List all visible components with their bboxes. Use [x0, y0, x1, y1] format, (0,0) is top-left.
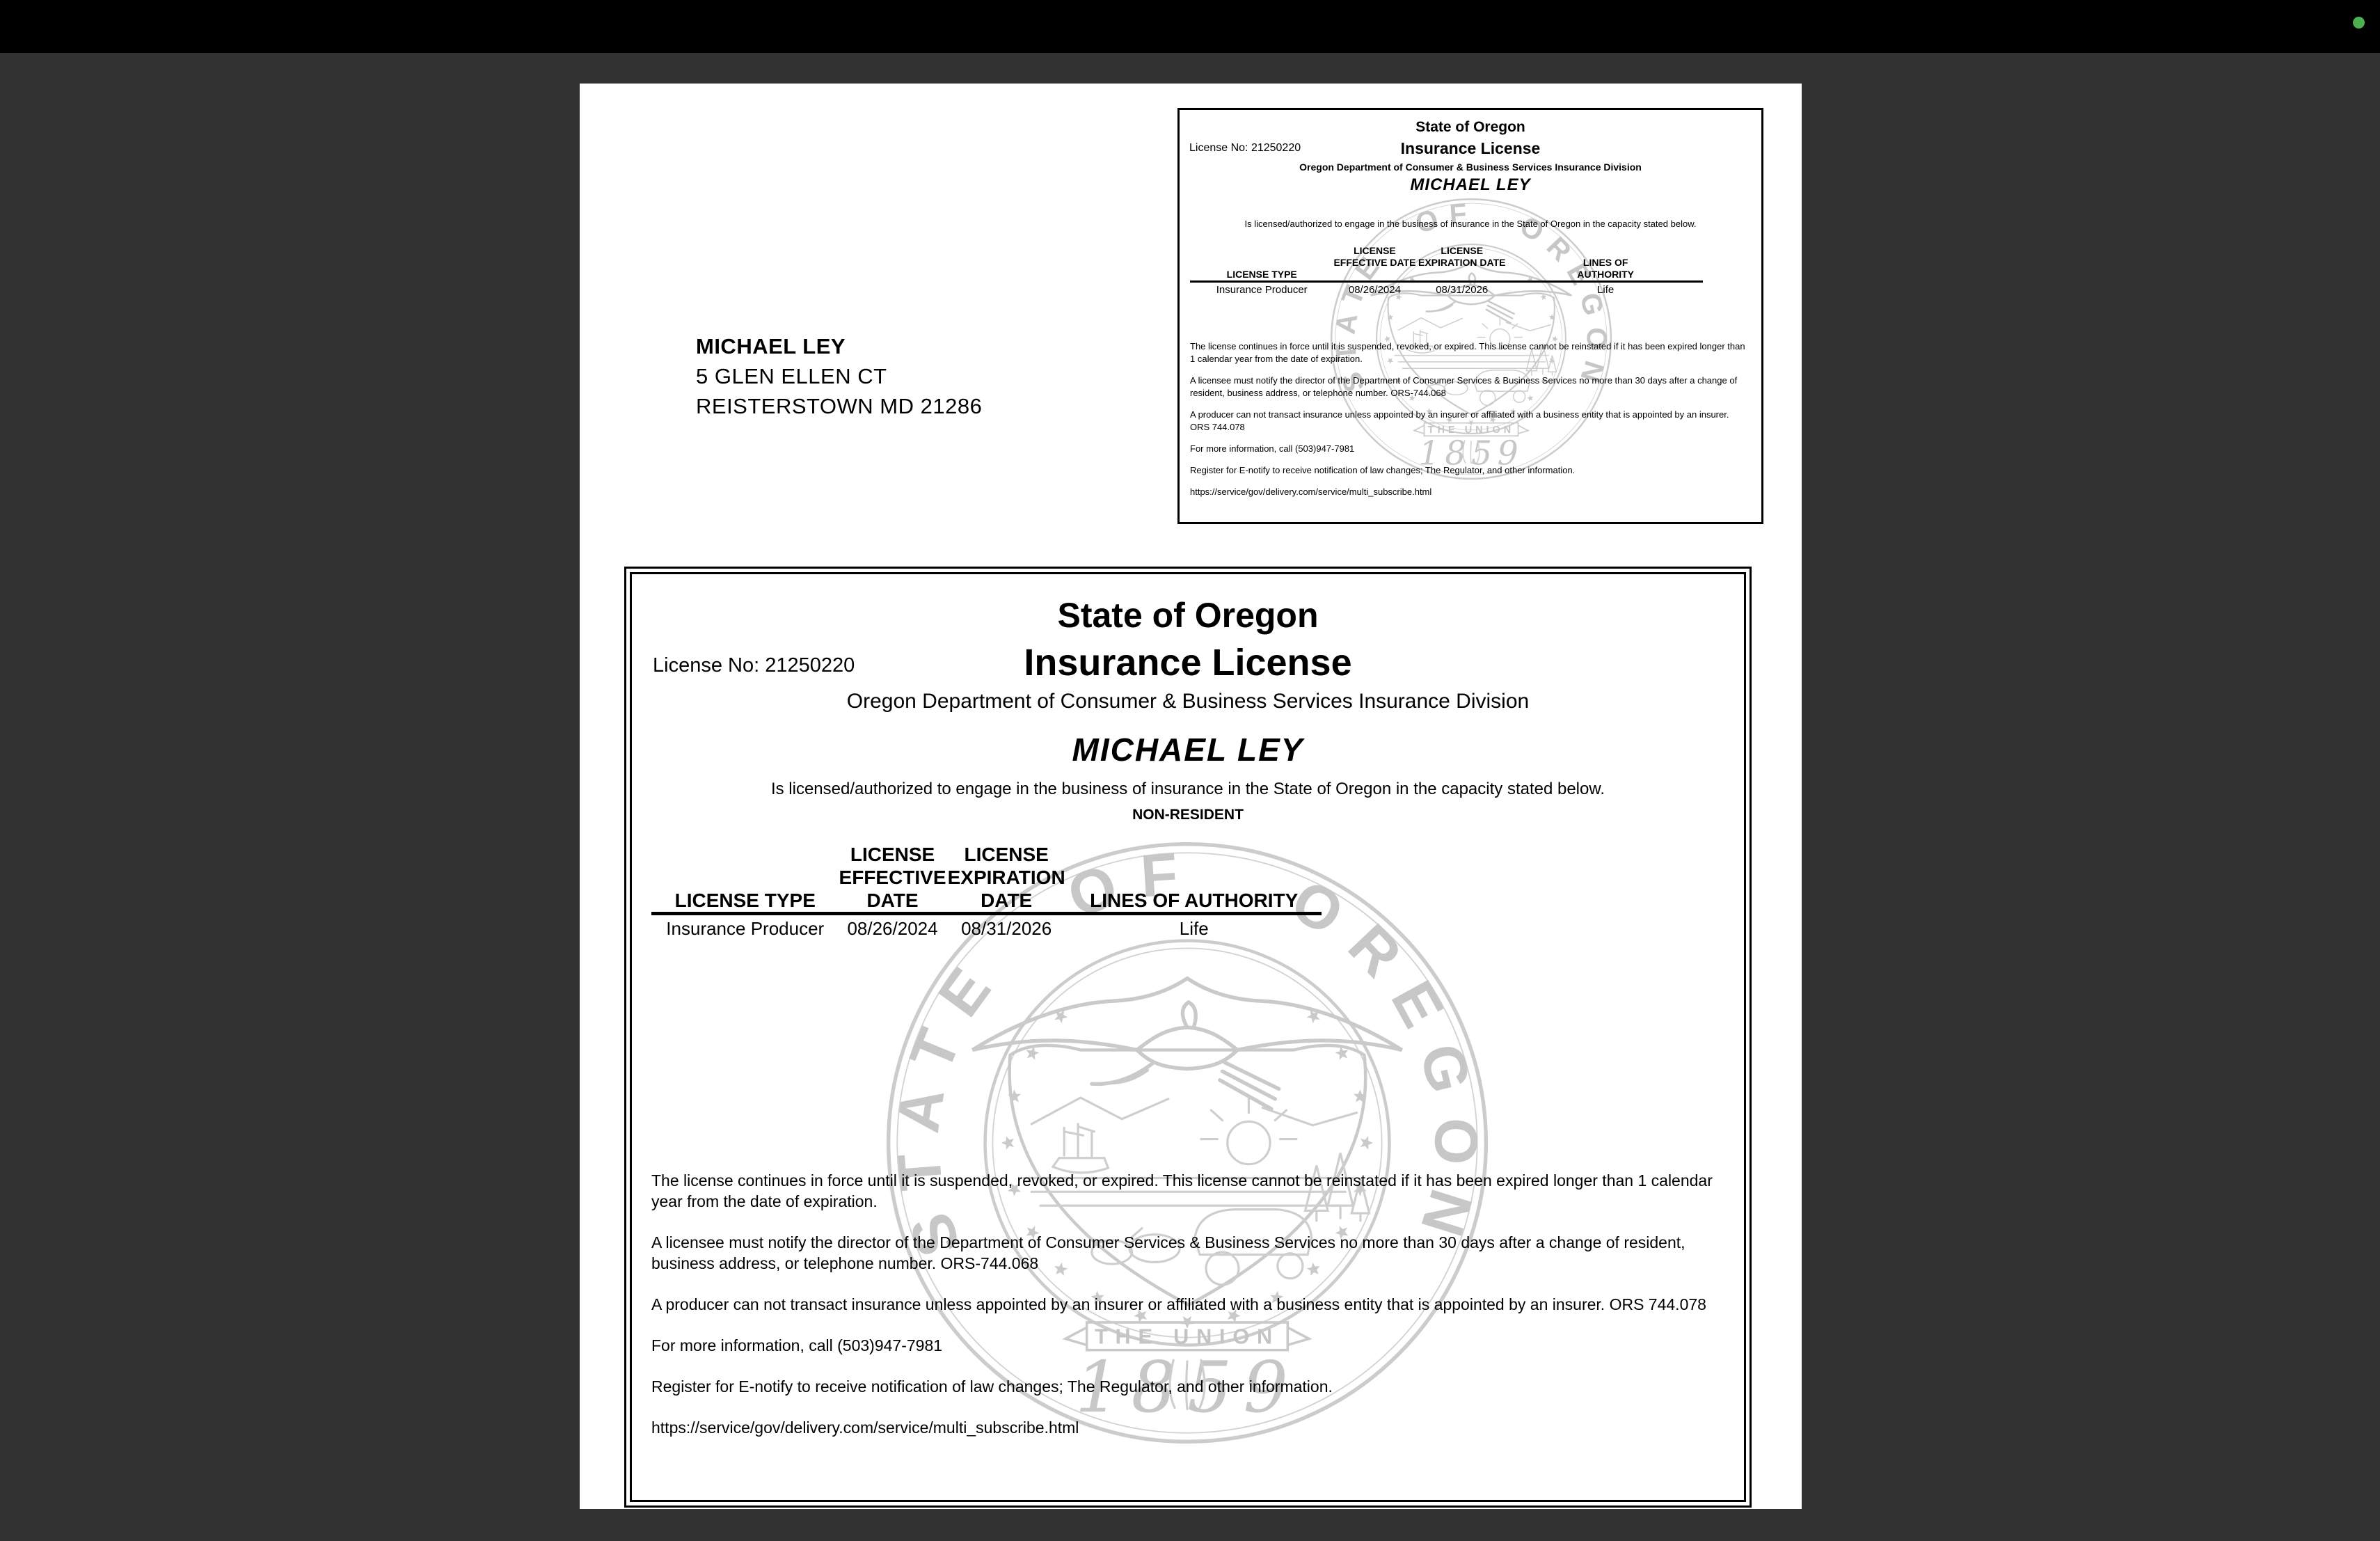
card-lines-of-authority-value: Life — [1597, 284, 1615, 296]
cert-col-license-type: LICENSE TYPE — [651, 843, 839, 914]
card-license-type-value: Insurance Producer — [1216, 284, 1308, 296]
certificate-division-line: Oregon Department of Consumer & Business Services Insurance Division — [846, 690, 1530, 713]
recipient-street: 5 GLEN ELLEN CT — [696, 364, 887, 388]
certificate-holder-name: MICHAEL LEY — [1072, 732, 1304, 768]
card-paragraph: A producer can not transact insurance unless appointed by an insurer or affiliated with a business entity that is appointed by an insurer. ORS 744.078 — [1190, 409, 1729, 432]
card-paragraph: Register for E-notify to receive notification of law changes; The Regulator, and other information. — [1190, 465, 1576, 475]
card-col-effective-date: LICENSE EFFECTIVE DATE — [1333, 245, 1415, 282]
certificate-paragraph: For more information, call (503)947-7981 — [651, 1336, 943, 1354]
card-effective-date-value: 08/26/2024 — [1348, 284, 1401, 296]
card-paragraph: https://service/gov/delivery.com/service/multi_subscribe.html — [1190, 487, 1432, 497]
recipient-city-state-zip: REISTERSTOWN MD 21286 — [696, 394, 983, 418]
viewer-top-bar — [0, 0, 2380, 53]
certificate-paragraph: A producer can not transact insurance unless appointed by an insurer or affiliated with a business entity that is appointed by an insurer. ORS 744.078 — [651, 1295, 1706, 1313]
status-indicator-dot — [2353, 17, 2365, 29]
card-expiration-date-value: 08/31/2026 — [1436, 284, 1489, 296]
certificate-paragraph: The license continues in force until it is suspended, revoked, or expired. This license cannot be reinstated if it has been expired longer than 1 calendar year from the date of expiration. — [651, 1171, 1713, 1210]
cert-col-lines-of-authority: LINES OF AUTHORITY — [1067, 843, 1322, 914]
cert-col-effective-date: LICENSE EFFECTIVE DATE — [839, 843, 946, 914]
card-license-table — [1190, 245, 1703, 297]
certificate-license-table — [651, 843, 1322, 940]
certificate-doc-title: Insurance License — [1024, 642, 1352, 683]
card-holder-name: MICHAEL LEY — [1410, 175, 1531, 194]
card-paragraph: For more information, call (503)947-7981 — [1190, 443, 1355, 454]
card-license-row — [1190, 282, 1703, 297]
card-paragraph: The license continues in force until it is suspended, revoked, or expired. This license cannot be reinstated if it has been expired longer than 1 calendar year from the date of expiration. — [1190, 341, 1745, 364]
certificate-license-number: License No: 21250220 — [653, 654, 855, 677]
card-division-line: Oregon Department of Consumer & Business Services Insurance Division — [1299, 161, 1642, 173]
certificate-legal-paragraphs — [651, 1170, 1719, 1458]
cert-expiration-date-value: 08/31/2026 — [961, 918, 1052, 939]
mailing-address-block — [696, 331, 982, 421]
certificate-license-row — [651, 914, 1322, 940]
document-page — [580, 84, 1802, 1509]
license-wallet-card — [1177, 108, 1763, 524]
cert-license-type-value: Insurance Producer — [666, 918, 825, 939]
certificate-paragraph: Register for E-notify to receive notification of law changes; The Regulator, and other information. — [651, 1377, 1333, 1396]
card-legal-paragraphs — [1190, 340, 1751, 507]
card-col-license-type: LICENSE TYPE — [1190, 245, 1333, 282]
cert-col-expiration-date: LICENSE EXPIRATION DATE — [946, 843, 1067, 914]
card-col-expiration-date: LICENSE EXPIRATION DATE — [1415, 245, 1508, 282]
card-state-title: State of Oregon — [1415, 119, 1525, 135]
license-certificate — [624, 567, 1752, 1508]
cert-lines-of-authority-value: Life — [1179, 918, 1209, 939]
cert-effective-date-value: 08/26/2024 — [847, 918, 938, 939]
certificate-authorization-line: Is licensed/authorized to engage in the business of insurance in the State of Oregon in the capacity stated below. — [770, 780, 1605, 798]
certificate-state-title: State of Oregon — [1057, 596, 1319, 635]
card-col-lines-of-authority: LINES OF AUTHORITY — [1508, 245, 1703, 282]
recipient-name: MICHAEL LEY — [696, 334, 846, 358]
card-authorization-line: Is licensed/authorized to engage in the business of insurance in the State of Oregon in the capacity stated below. — [1244, 219, 1697, 229]
certificate-paragraph: A licensee must notify the director of the Department of Consumer Services & Business Services no more than 30 days after a change of resident, business address, or telephone number. ORS-744.068 — [651, 1233, 1685, 1272]
card-doc-title: Insurance License — [1400, 139, 1541, 157]
card-license-number: License No: 21250220 — [1189, 142, 1301, 154]
card-paragraph: A licensee must notify the director of the Department of Consumer Services & Business Services no more than 30 days after a change of resident, business address, or telephone number. ORS-744.068 — [1190, 375, 1738, 398]
certificate-residency-status: NON-RESIDENT — [1132, 807, 1244, 823]
certificate-paragraph: https://service/gov/delivery.com/service/multi_subscribe.html — [651, 1418, 1079, 1437]
